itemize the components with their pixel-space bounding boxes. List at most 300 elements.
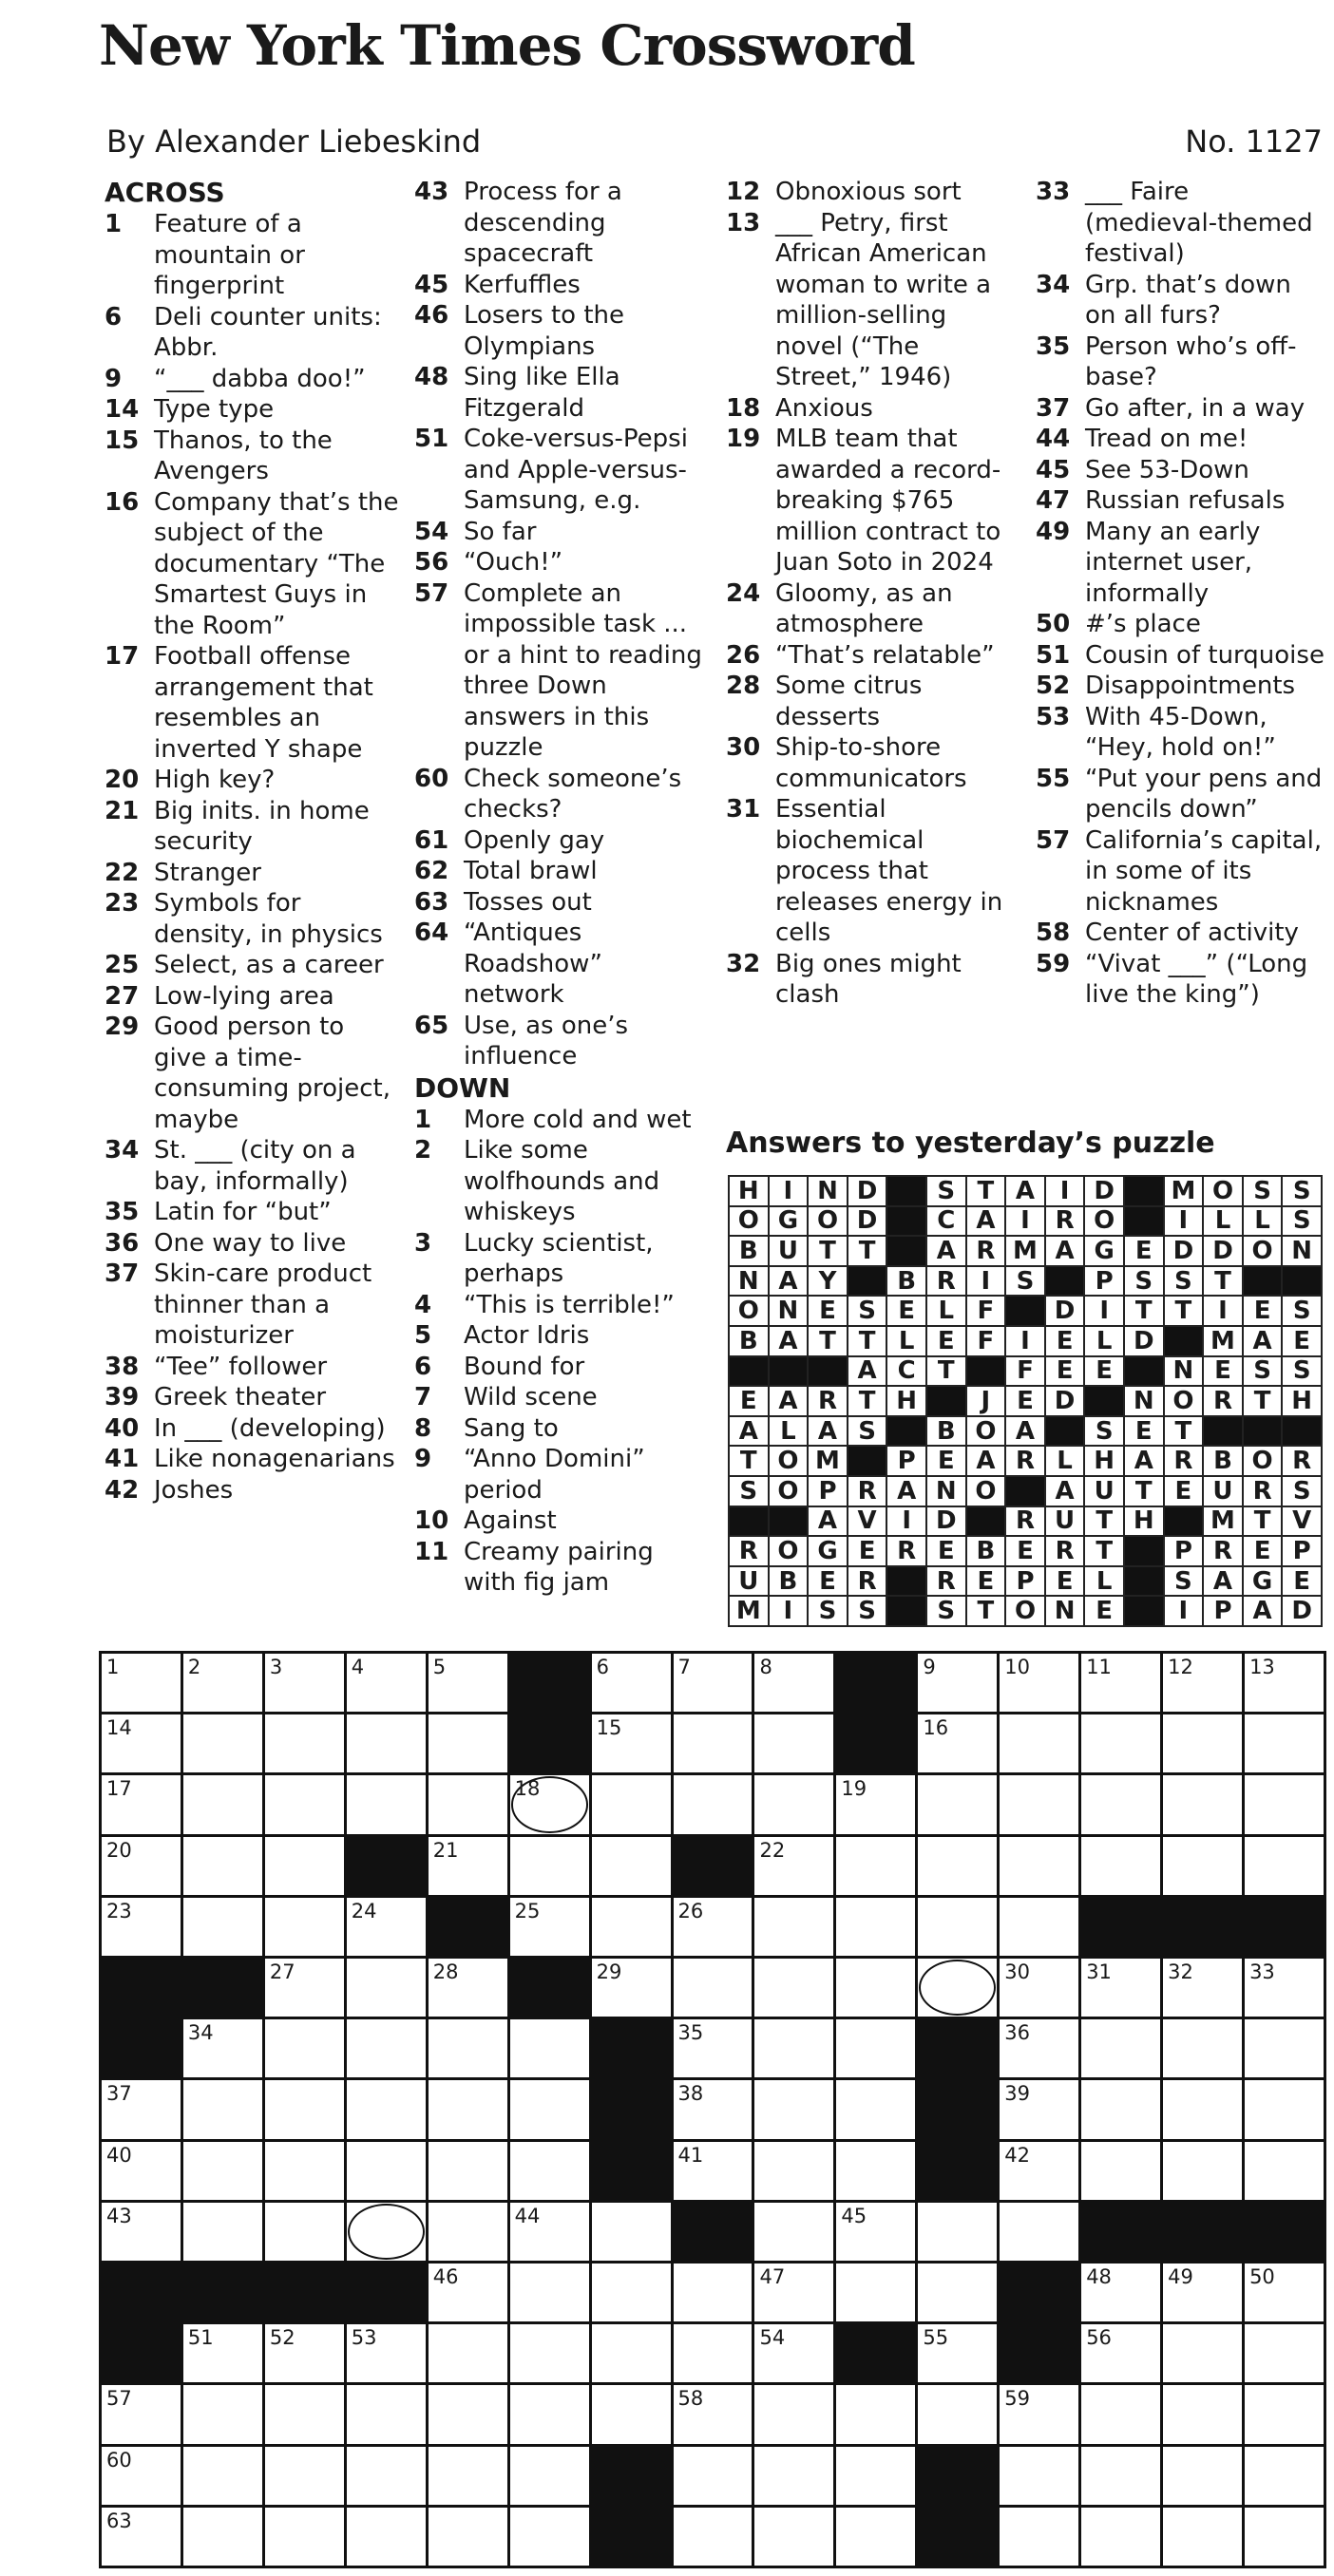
black-square (1000, 2324, 1078, 2382)
answer-cell: A (1046, 1237, 1084, 1265)
grid-cell[interactable] (1245, 1654, 1324, 1712)
clue-text: Good person to give a time-consuming project, maybe (154, 1013, 391, 1134)
clue-number: 10 (414, 1506, 449, 1535)
answer-cell: S (1283, 1477, 1321, 1506)
answer-cell: E (1046, 1327, 1084, 1355)
grid-cell[interactable] (347, 1714, 426, 1772)
grid-cell[interactable] (836, 2080, 915, 2138)
grid-cell[interactable] (510, 2142, 589, 2200)
grid-cell[interactable] (754, 2324, 833, 2382)
grid-cell[interactable] (265, 2142, 344, 2200)
grid-cell[interactable] (754, 1775, 833, 1833)
grid-cell[interactable] (918, 1775, 997, 1833)
grid-cell[interactable] (754, 2203, 833, 2261)
across-clue (105, 858, 399, 889)
grid-cell[interactable] (836, 1898, 915, 1956)
answer-cell: V (1283, 1507, 1321, 1536)
grid-cell[interactable] (265, 2019, 344, 2077)
down-clue (414, 1352, 709, 1383)
black-square (918, 2142, 997, 2200)
grid-cell[interactable] (102, 1654, 181, 1712)
grid-cell[interactable] (183, 2019, 262, 2077)
grid-cell[interactable] (347, 1775, 426, 1833)
grid-cell[interactable] (1245, 1714, 1324, 1772)
answer-cell: B (730, 1237, 768, 1265)
clue-number: 40 (105, 1413, 140, 1443)
black-square (183, 2263, 262, 2321)
grid-cell[interactable] (1000, 2019, 1078, 2077)
grid-cell[interactable] (102, 2080, 181, 2138)
grid-cell[interactable] (510, 1775, 589, 1833)
grid-cell[interactable] (674, 2019, 753, 2077)
grid-cell[interactable] (1163, 1654, 1242, 1712)
clue-number: 44 (1036, 425, 1071, 453)
grid-cell[interactable] (429, 2324, 507, 2382)
cell-number: 55 (923, 2326, 949, 2350)
down-clue (414, 1413, 709, 1445)
grid-cell[interactable] (674, 2080, 753, 2138)
grid-cell[interactable] (347, 1654, 426, 1712)
grid-cell[interactable] (265, 1837, 344, 1895)
grid-cell[interactable] (1000, 1775, 1078, 1833)
grid-cell[interactable] (1000, 2080, 1078, 2138)
across-clue (414, 270, 709, 301)
clue-text: Deli counter units: Abbr. (154, 302, 382, 362)
grid-cell[interactable] (265, 1654, 344, 1712)
grid-cell[interactable] (1245, 1959, 1324, 2017)
answer-cell: T (1085, 1537, 1123, 1565)
grid-cell[interactable] (754, 1837, 833, 1895)
grid-cell[interactable] (1245, 2142, 1324, 2200)
grid-cell[interactable] (836, 2385, 915, 2443)
grid-cell[interactable] (918, 1898, 997, 1956)
grid-cell[interactable] (510, 2508, 589, 2566)
down-clue (414, 1105, 709, 1136)
across-clue (105, 796, 399, 858)
answer-cell: A (730, 1417, 768, 1446)
cell-number: 2 (187, 1656, 201, 1678)
black-square (1245, 1898, 1324, 1956)
grid-cell[interactable] (102, 2385, 181, 2443)
grid-cell[interactable] (1163, 1959, 1242, 2017)
grid-cell[interactable] (265, 2508, 344, 2566)
grid-cell[interactable] (429, 2508, 507, 2566)
grid-cell[interactable] (1245, 2019, 1324, 2077)
grid-cell[interactable] (510, 2080, 589, 2138)
grid-cell[interactable] (265, 1775, 344, 1833)
grid-cell[interactable] (183, 1775, 262, 1833)
grid-cell[interactable] (1081, 2142, 1160, 2200)
grid-cell[interactable] (1081, 1714, 1160, 1772)
across-heading: ACROSS (105, 177, 225, 208)
clue-number: 57 (414, 578, 449, 608)
grid-cell[interactable] (1163, 2385, 1242, 2443)
grid-cell[interactable] (1000, 1959, 1078, 2017)
grid-cell[interactable] (347, 1898, 426, 1956)
grid-cell[interactable] (1245, 1775, 1324, 1833)
grid-cell[interactable] (1081, 1837, 1160, 1895)
answer-cell: U (1085, 1477, 1123, 1506)
grid-cell[interactable] (1245, 2447, 1324, 2505)
grid-cell[interactable] (102, 2203, 181, 2261)
grid-cell[interactable] (1163, 2324, 1242, 2382)
answer-cell: A (809, 1507, 847, 1536)
grid-cell[interactable] (754, 2385, 833, 2443)
grid-cell[interactable] (429, 1654, 507, 1712)
grid-cell[interactable] (1081, 1775, 1160, 1833)
grid-cell[interactable] (265, 1959, 344, 2017)
answer-cell: R (1006, 1507, 1044, 1536)
answer-cell: S (848, 1597, 886, 1625)
grid-cell[interactable] (347, 2019, 426, 2077)
grid-cell[interactable] (265, 1898, 344, 1956)
grid-cell[interactable] (836, 2447, 915, 2505)
grid-cell[interactable] (183, 2447, 262, 2505)
cell-number: 6 (596, 1656, 609, 1678)
across-clue (105, 1382, 399, 1413)
grid-cell[interactable] (265, 2324, 344, 2382)
answer-cell: A (887, 1477, 925, 1506)
grid-cell[interactable] (754, 2508, 833, 2566)
grid-cell[interactable] (510, 2447, 589, 2505)
grid-cell[interactable] (1163, 2508, 1242, 2566)
grid-cell[interactable] (592, 2385, 671, 2443)
black-square (347, 1837, 426, 1895)
grid-cell[interactable] (347, 2508, 426, 2566)
clue-text: Lucky scientist, perhaps (464, 1228, 654, 1288)
grid-cell[interactable] (347, 2080, 426, 2138)
grid-cell[interactable] (183, 1898, 262, 1956)
cell-number: 4 (351, 1656, 365, 1678)
cell-number: 1 (106, 1656, 120, 1678)
grid-cell[interactable] (1081, 2324, 1160, 2382)
down-clue (726, 177, 1011, 208)
across-clue (105, 765, 399, 796)
grid-cell[interactable] (102, 1898, 181, 1956)
grid-cell[interactable] (429, 2019, 507, 2077)
grid-cell[interactable] (836, 1775, 915, 1833)
grid-cell[interactable] (754, 2263, 833, 2321)
grid-cell[interactable] (102, 2508, 181, 2566)
answer-cell: P (1283, 1537, 1321, 1565)
grid-cell[interactable] (102, 2447, 181, 2505)
grid-cell[interactable] (836, 2508, 915, 2566)
cell-number: 24 (351, 1899, 377, 1923)
grid-cell[interactable] (754, 2142, 833, 2200)
answer-cell: O (770, 1537, 808, 1565)
grid-cell[interactable] (674, 2324, 753, 2382)
answer-black-cell (887, 1417, 925, 1446)
answer-cell: T (1085, 1507, 1123, 1536)
grid-cell[interactable] (754, 1654, 833, 1712)
grid-cell[interactable] (102, 1714, 181, 1772)
grid-cell[interactable] (1081, 2263, 1160, 2321)
grid-cell[interactable] (674, 2263, 753, 2321)
grid-cell[interactable] (1163, 2142, 1242, 2200)
grid-cell[interactable] (347, 2447, 426, 2505)
grid-cell[interactable] (1245, 2385, 1324, 2443)
clue-text: Skin-care product thinner than a moisturizer (154, 1260, 372, 1350)
grid-cell[interactable] (183, 2080, 262, 2138)
answer-cell: N (927, 1477, 965, 1506)
grid-cell[interactable] (592, 1898, 671, 1956)
black-square (102, 2324, 181, 2382)
grid-cell[interactable] (1081, 2447, 1160, 2505)
grid-cell[interactable] (1163, 2019, 1242, 2077)
cell-number: 56 (1086, 2326, 1112, 2350)
grid-cell[interactable] (347, 2142, 426, 2200)
grid-cell[interactable] (836, 2263, 915, 2321)
grid-cell[interactable] (918, 2385, 997, 2443)
answer-cell: T (1244, 1387, 1282, 1415)
answer-cell: O (1165, 1387, 1203, 1415)
clue-number: 43 (414, 178, 449, 206)
grid-cell[interactable] (592, 1654, 671, 1712)
grid-cell[interactable] (1000, 2385, 1078, 2443)
across-clue (414, 177, 709, 270)
answer-black-cell (1006, 1477, 1044, 1506)
grid-cell[interactable] (592, 2203, 671, 2261)
grid-cell[interactable] (1081, 1959, 1160, 2017)
grid-cell[interactable] (510, 2263, 589, 2321)
grid-cell[interactable] (1081, 2080, 1160, 2138)
grid-cell[interactable] (429, 1837, 507, 1895)
answer-cell: E (1006, 1537, 1044, 1565)
black-square (429, 1898, 507, 1956)
grid-cell[interactable] (429, 2385, 507, 2443)
grid-cell[interactable] (1163, 1714, 1242, 1772)
clue-number: 26 (726, 640, 761, 670)
grid-cell[interactable] (183, 2324, 262, 2382)
grid-cell[interactable] (592, 2324, 671, 2382)
grid-cell[interactable] (347, 2385, 426, 2443)
grid-cell[interactable] (183, 2508, 262, 2566)
grid-cell[interactable] (1000, 2508, 1078, 2566)
grid-cell[interactable] (510, 2385, 589, 2443)
grid-cell[interactable] (754, 1714, 833, 1772)
cell-number: 60 (106, 2448, 132, 2472)
grid-cell[interactable] (1000, 2447, 1078, 2505)
grid-cell[interactable] (918, 1837, 997, 1895)
grid-cell[interactable] (1000, 1654, 1078, 1712)
black-square (592, 2508, 671, 2566)
grid-cell[interactable] (1163, 1837, 1242, 1895)
grid-cell[interactable] (429, 2142, 507, 2200)
grid-cell[interactable] (1000, 2142, 1078, 2200)
answer-black-cell (730, 1507, 768, 1536)
grid-cell[interactable] (592, 1775, 671, 1833)
across-clue (414, 300, 709, 362)
grid-cell[interactable] (1245, 2263, 1324, 2321)
answer-black-cell (1006, 1297, 1044, 1325)
grid-cell[interactable] (429, 2080, 507, 2138)
answer-cell: T (1204, 1267, 1242, 1296)
answer-black-cell (809, 1357, 847, 1386)
black-square (1245, 2203, 1324, 2261)
clue-text: Big inits. in home security (154, 796, 370, 856)
clue-text: See 53-Down (1085, 455, 1249, 484)
grid-cell[interactable] (1245, 1837, 1324, 1895)
answer-cell: A (1244, 1597, 1282, 1625)
clue-text: Coke-versus-Pepsi and Apple-versus-Samsung, e.g. (464, 425, 688, 515)
answer-cell: F (1006, 1357, 1044, 1386)
grid-cell[interactable] (592, 2263, 671, 2321)
grid-cell[interactable] (429, 1775, 507, 1833)
grid-cell[interactable] (1163, 2080, 1242, 2138)
grid-cell[interactable] (1245, 2324, 1324, 2382)
answer-cell: N (1165, 1357, 1203, 1386)
grid-cell[interactable] (429, 2203, 507, 2261)
clue-number: 56 (414, 548, 449, 577)
grid-cell[interactable] (918, 2203, 997, 2261)
grid-cell[interactable] (510, 1837, 589, 1895)
grid-cell[interactable] (265, 2385, 344, 2443)
grid-cell[interactable] (918, 2324, 997, 2382)
grid-cell[interactable] (102, 1775, 181, 1833)
grid-cell[interactable] (183, 2203, 262, 2261)
answer-cell: E (1283, 1327, 1321, 1355)
grid-cell[interactable] (183, 2385, 262, 2443)
grid-cell[interactable] (102, 1837, 181, 1895)
clue-text: Joshes (154, 1475, 234, 1505)
grid-cell[interactable] (1163, 2263, 1242, 2321)
grid-cell[interactable] (265, 2080, 344, 2138)
answer-cell: O (1204, 1177, 1242, 1205)
grid-cell[interactable] (102, 2142, 181, 2200)
grid-cell[interactable] (347, 2203, 426, 2261)
crossword-grid[interactable] (99, 1651, 1326, 2568)
grid-cell[interactable] (918, 1959, 997, 2017)
down-clue (726, 671, 1011, 732)
grid-cell[interactable] (1163, 1775, 1242, 1833)
answer-cell: R (967, 1237, 1005, 1265)
answer-cell: S (1283, 1207, 1321, 1236)
grid-cell[interactable] (836, 1959, 915, 2017)
black-square (347, 2263, 426, 2321)
down-clue (726, 732, 1011, 794)
answer-cell: L (1244, 1207, 1282, 1236)
grid-cell[interactable] (674, 2142, 753, 2200)
grid-cell[interactable] (429, 1714, 507, 1772)
across-clue (414, 887, 709, 919)
grid-cell[interactable] (183, 2142, 262, 2200)
clue-number: 9 (105, 364, 123, 393)
grid-cell[interactable] (674, 1898, 753, 1956)
grid-cell[interactable] (674, 1714, 753, 1772)
down-clue (1036, 825, 1324, 919)
grid-cell[interactable] (754, 1959, 833, 2017)
grid-cell[interactable] (510, 2203, 589, 2261)
grid-cell[interactable] (592, 1959, 671, 2017)
down-clue (1036, 455, 1324, 486)
answer-cell: D (1046, 1297, 1084, 1325)
grid-cell[interactable] (674, 1775, 753, 1833)
grid-cell[interactable] (1000, 2203, 1078, 2261)
grid-cell[interactable] (674, 1654, 753, 1712)
grid-cell[interactable] (918, 1714, 997, 1772)
cell-number: 9 (923, 1656, 936, 1678)
clue-number: 11 (414, 1537, 449, 1566)
clue-text: Gloomy, as an atmosphere (775, 578, 953, 638)
grid-cell[interactable] (1081, 1654, 1160, 1712)
grid-cell[interactable] (265, 2203, 344, 2261)
black-square (918, 2447, 997, 2505)
grid-cell[interactable] (510, 2324, 589, 2382)
grid-cell[interactable] (265, 1714, 344, 1772)
clue-text: California’s capital, in some of its nicknames (1085, 825, 1323, 917)
clue-text: Losers to the Olympians (464, 301, 625, 361)
grid-cell[interactable] (183, 1654, 262, 1712)
black-square (510, 1959, 589, 2017)
grid-cell[interactable] (1081, 2385, 1160, 2443)
answer-cell: T (927, 1357, 965, 1386)
grid-cell[interactable] (674, 1959, 753, 2017)
grid-cell[interactable] (1000, 1714, 1078, 1772)
answer-cell: U (730, 1567, 768, 1596)
grid-cell[interactable] (836, 2142, 915, 2200)
grid-cell[interactable] (754, 2447, 833, 2505)
grid-cell[interactable] (1245, 2508, 1324, 2566)
grid-cell[interactable] (429, 1959, 507, 2017)
grid-cell[interactable] (1081, 2019, 1160, 2077)
answer-black-cell (887, 1597, 925, 1625)
grid-cell[interactable] (674, 2447, 753, 2505)
grid-cell[interactable] (918, 1654, 997, 1712)
grid-cell[interactable] (674, 2385, 753, 2443)
answer-cell: A (967, 1207, 1005, 1236)
answer-black-cell (1125, 1357, 1163, 1386)
grid-cell[interactable] (592, 1714, 671, 1772)
answer-cell: R (1165, 1447, 1203, 1475)
clue-text: Wild scene (464, 1383, 598, 1411)
grid-cell[interactable] (183, 1714, 262, 1772)
grid-cell[interactable] (836, 2203, 915, 2261)
grid-cell[interactable] (347, 1959, 426, 2017)
grid-cell[interactable] (674, 2508, 753, 2566)
clue-number: 6 (105, 302, 123, 331)
grid-cell[interactable] (1081, 2508, 1160, 2566)
grid-cell[interactable] (1245, 2080, 1324, 2138)
grid-cell[interactable] (183, 1837, 262, 1895)
grid-cell[interactable] (347, 2324, 426, 2382)
grid-cell[interactable] (1000, 1837, 1078, 1895)
grid-cell[interactable] (510, 2019, 589, 2077)
clue-number: 7 (414, 1383, 432, 1411)
clue-number: 38 (105, 1352, 140, 1381)
answer-black-cell (770, 1357, 808, 1386)
grid-cell[interactable] (429, 2263, 507, 2321)
down-clue (1036, 424, 1324, 455)
answer-cell: T (1165, 1417, 1203, 1446)
grid-cell[interactable] (265, 2447, 344, 2505)
grid-cell[interactable] (836, 1837, 915, 1895)
clue-text: Sang to (464, 1413, 559, 1443)
across-clue (105, 1413, 399, 1445)
grid-cell[interactable] (1000, 1898, 1078, 1956)
grid-cell[interactable] (1163, 2447, 1242, 2505)
grid-cell[interactable] (754, 2080, 833, 2138)
answer-cell: E (1046, 1357, 1084, 1386)
answer-cell: H (1283, 1387, 1321, 1415)
grid-cell[interactable] (592, 1837, 671, 1895)
grid-cell[interactable] (510, 1898, 589, 1956)
grid-cell[interactable] (754, 2019, 833, 2077)
grid-cell[interactable] (429, 2447, 507, 2505)
grid-cell[interactable] (836, 2019, 915, 2077)
grid-cell[interactable] (754, 1898, 833, 1956)
grid-cell[interactable] (918, 2263, 997, 2321)
cell-number: 42 (1004, 2143, 1030, 2167)
